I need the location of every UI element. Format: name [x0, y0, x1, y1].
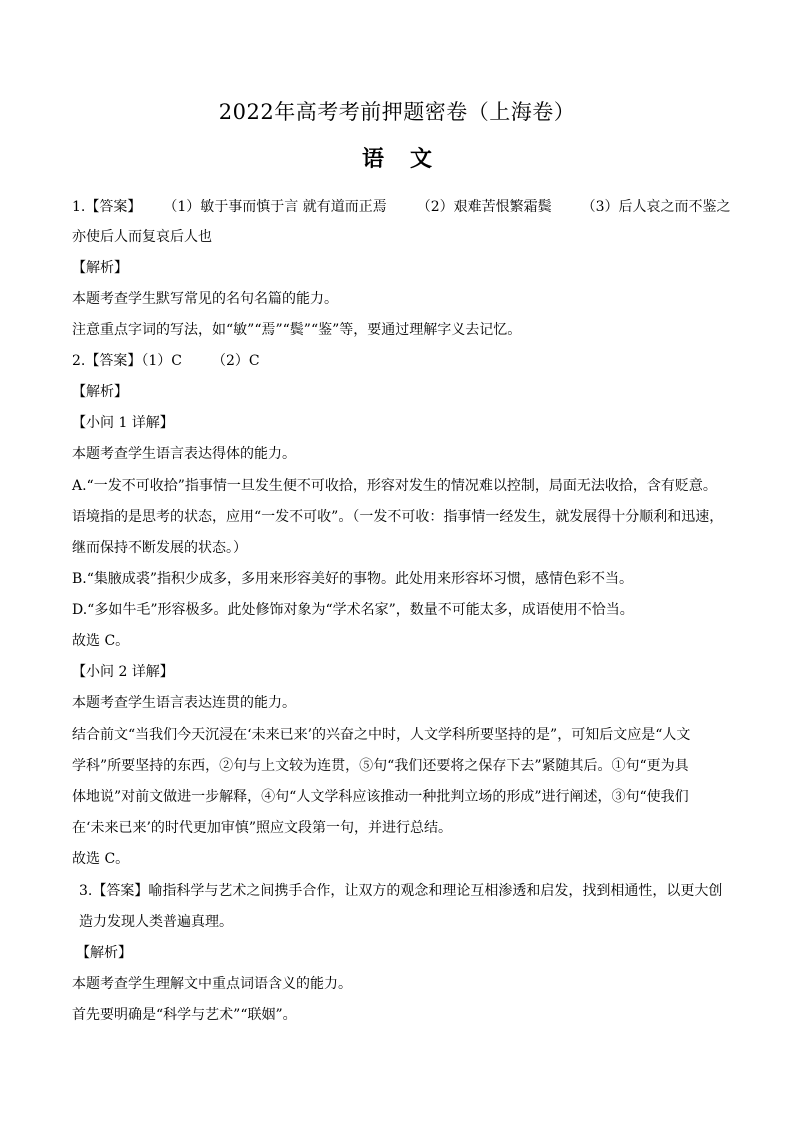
- q3-analysis-line1: 本题考查学生理解文中重点词语含义的能力。: [72, 976, 352, 992]
- q2-sub1-line1: 本题考查学生语言表达得体的能力。: [72, 446, 296, 462]
- q2-sub1-line6: D.“多如牛毛”形容极多。此处修饰对象为“学术名家”，数量不可能太多，成语使用不恰当。: [72, 602, 634, 618]
- q1-label: 1.【答案】: [72, 199, 142, 215]
- q1-analysis-line1: 本题考查学生默写常见的名句名篇的能力。: [72, 291, 338, 307]
- q2-sub1-line2: A.“一发不可收拾”指事情一旦发生便不可收拾，形容对发生的情况难以控制，局面无法收拾，含有贬意。: [72, 478, 717, 494]
- subject-char-2: 文: [410, 146, 433, 172]
- page-title: 2022年高考考前押题密卷（上海卷）: [218, 100, 576, 124]
- subject-title: [0, 143, 794, 175]
- q2-sub1-label: 【小问 1 详解】: [72, 415, 174, 431]
- q2-answer-part2: （2）C: [211, 353, 260, 369]
- q2-sub2-label: 【小问 2 详解】: [72, 664, 174, 680]
- q2-sub1-line5: B.“集腋成裘”指积少成多，多用来形容美好的事物。此处用来形容坏习惯，感情色彩不当。: [72, 571, 634, 587]
- q3-answer-line: [79, 880, 732, 902]
- subject-char-1: 语: [361, 146, 384, 172]
- q3-analysis-label: 【解析】: [76, 945, 132, 961]
- q2-sub2-line3: 学科”所要坚持的东西，②句与上文较为连贯，⑤句“我们还要将之保存下去”紧随其后。①句“更为具: [72, 758, 689, 774]
- q2-answer-line: [72, 350, 732, 372]
- q1-analysis-line2: 注意重点字词的写法，如“敏”“焉”“鬓”“鉴”等，要通过理解字义去记忆。: [72, 322, 522, 338]
- q2-label: 2.【答案】: [72, 353, 142, 369]
- q2-sub2-line1: 本题考查学生语言表达连贯的能力。: [72, 695, 296, 711]
- q2-analysis-label: 【解析】: [72, 384, 128, 400]
- q2-sub1-line3: 语境指的是思考的状态，应用“一发不可收”。（一发不可收：指事情一经发生，就发展得十分顺利和迅速，: [72, 509, 724, 525]
- q3-answer-line2: 造力发现人类普遍真理。: [79, 914, 233, 930]
- q1-answer-part1: （1）敏于事而慎于言 就有道而正焉: [163, 199, 387, 215]
- q1-answer-part2: （2）艰难苦恨繁霜鬓: [416, 199, 552, 215]
- q3-analysis-line2: 首先要明确是“科学与艺术”“联姻”。: [72, 1007, 297, 1023]
- q3-answer-line1: 喻指科学与艺术之间携手合作，让双方的观念和理论互相渗透和启发，找到相通性，以更大创: [148, 883, 723, 899]
- q2-sub2-line4: 体地说”对前文做进一步解释，④句“人文学科应该推动一种批判立场的形成”进行阐述，③句“使我们: [72, 789, 689, 805]
- q3-label: 3.【答案】: [79, 883, 149, 899]
- q1-analysis-label: 【解析】: [72, 260, 128, 276]
- q1-answer-part3: （3）后人哀之而不鉴之: [581, 199, 731, 215]
- q2-sub2-line5: 在‘未来已来’的时代更加审慎”照应文段第一句，并进行总结。: [72, 820, 453, 836]
- q1-answer-line: [72, 196, 732, 218]
- q2-sub2-line6: 故选 C。: [72, 851, 130, 867]
- q2-answer-part1: （1）C: [141, 353, 182, 369]
- q2-sub1-line4: 继而保持不断发展的状态。）: [72, 540, 247, 556]
- q1-answer-line2: 亦使后人而复哀后人也: [72, 229, 212, 245]
- q2-sub1-line7: 故选 C。: [72, 633, 130, 649]
- q2-sub2-line2: 结合前文“当我们今天沉浸在‘未来已来’的兴奋之中时，人文学科所要坚持的是”，可知后文应是“人文: [72, 727, 691, 743]
